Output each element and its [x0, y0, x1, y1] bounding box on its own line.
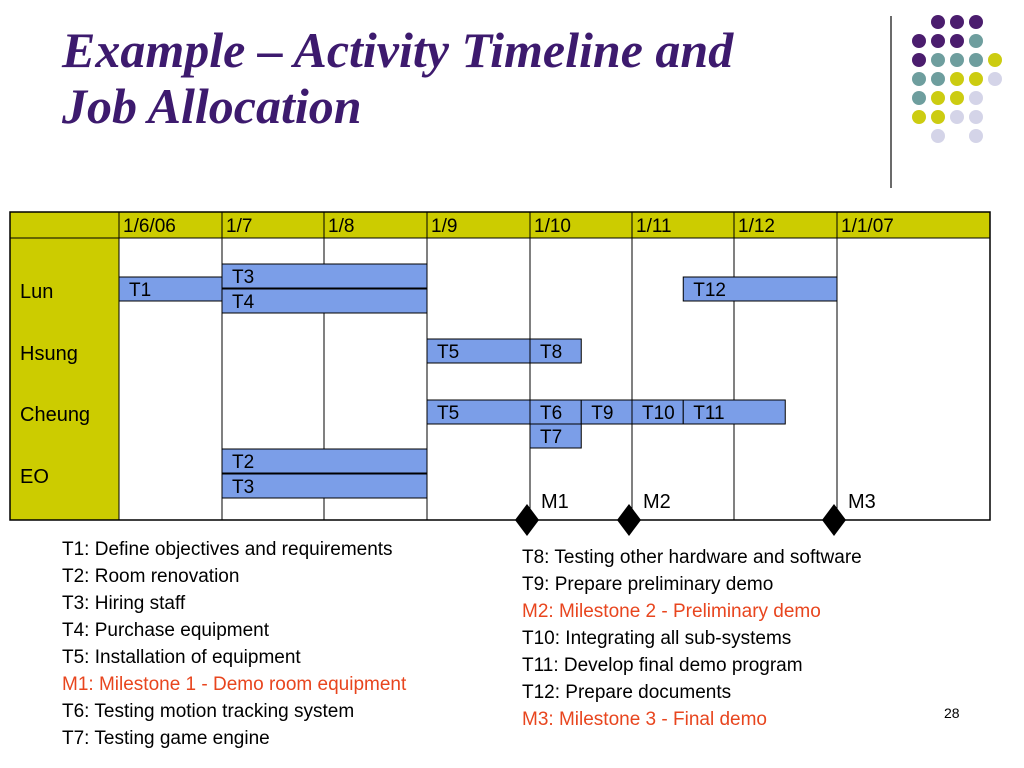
page-number: 28 [944, 705, 960, 721]
chart-border [10, 212, 990, 520]
date-header-label: 1/11 [636, 216, 672, 237]
task-bar-label: T11 [693, 403, 725, 424]
milestone-diamond [515, 504, 539, 536]
legend-item: T4: Purchase equipment [62, 620, 270, 641]
task-bar [222, 289, 427, 313]
legend-item: T7: Testing game engine [62, 728, 270, 749]
task-bar [683, 400, 785, 424]
legend-item: T1: Define objectives and requirements [62, 539, 393, 560]
task-bar [530, 400, 581, 424]
person-label: EO [20, 466, 49, 488]
task-bar-label: T5 [437, 403, 460, 424]
legend-item: T9: Prepare preliminary demo [522, 574, 774, 595]
task-bar-label: T6 [540, 403, 563, 424]
milestone-label: M1 [541, 491, 569, 513]
milestone-diamond [617, 504, 641, 536]
date-header-label: 1/6/06 [123, 216, 176, 237]
task-bar [222, 264, 427, 288]
task-bar-label: T8 [540, 342, 563, 363]
task-bar [632, 400, 683, 424]
task-bar [683, 277, 837, 301]
date-header-label: 1/10 [534, 216, 571, 237]
legend-item: T12: Prepare documents [522, 682, 732, 703]
task-bar [119, 277, 222, 301]
task-bar [530, 424, 581, 448]
task-bar-label: T9 [591, 403, 614, 424]
legend-item: T3: Hiring staff [62, 593, 186, 614]
task-bar [581, 400, 632, 424]
task-bar-label: T2 [232, 452, 255, 473]
legend-item: T10: Integrating all sub-systems [522, 628, 792, 649]
task-bar-label: T7 [540, 427, 563, 448]
task-legend-right [522, 544, 862, 733]
legend-item: T6: Testing motion tracking system [62, 701, 355, 722]
date-header-label: 1/1/07 [841, 216, 894, 237]
task-bar [530, 339, 581, 363]
task-bar-label: T12 [693, 280, 726, 301]
legend-item: T11: Develop final demo program [522, 655, 803, 676]
legend-item: T2: Room renovation [62, 566, 240, 587]
task-bar [427, 400, 530, 424]
legend-item: M2: Milestone 2 - Preliminary demo [522, 601, 821, 622]
date-header-label: 1/7 [226, 216, 253, 237]
person-label: Cheung [20, 404, 91, 426]
legend-item: T5: Installation of equipment [62, 647, 301, 668]
task-bar-label: T10 [642, 403, 675, 424]
task-bar [222, 474, 427, 498]
task-legend-left [62, 536, 406, 752]
task-bar-label: T5 [437, 342, 460, 363]
legend-item: M1: Milestone 1 - Demo room equipment [62, 674, 407, 695]
task-bar-label: T4 [232, 292, 255, 313]
milestone-label: M2 [643, 491, 671, 513]
task-bar-label: T3 [232, 267, 255, 288]
date-header-label: 1/12 [738, 216, 775, 237]
task-bar [222, 449, 427, 473]
slide-title-line-2: Job Allocation [62, 78, 362, 134]
milestone-label: M3 [848, 491, 876, 513]
date-header-label: 1/9 [431, 216, 458, 237]
task-bar-label: T1 [129, 280, 152, 301]
task-bar-label: T3 [232, 477, 255, 498]
milestone-diamond [822, 504, 846, 536]
task-bar [427, 339, 530, 363]
legend-item: M3: Milestone 3 - Final demo [522, 709, 767, 730]
person-label: Hsung [20, 343, 78, 365]
person-label: Lun [20, 281, 54, 303]
slide-title-line-1: Example – Activity Timeline and [62, 22, 734, 78]
legend-item: T8: Testing other hardware and software [522, 547, 862, 568]
date-header-label: 1/8 [328, 216, 355, 237]
